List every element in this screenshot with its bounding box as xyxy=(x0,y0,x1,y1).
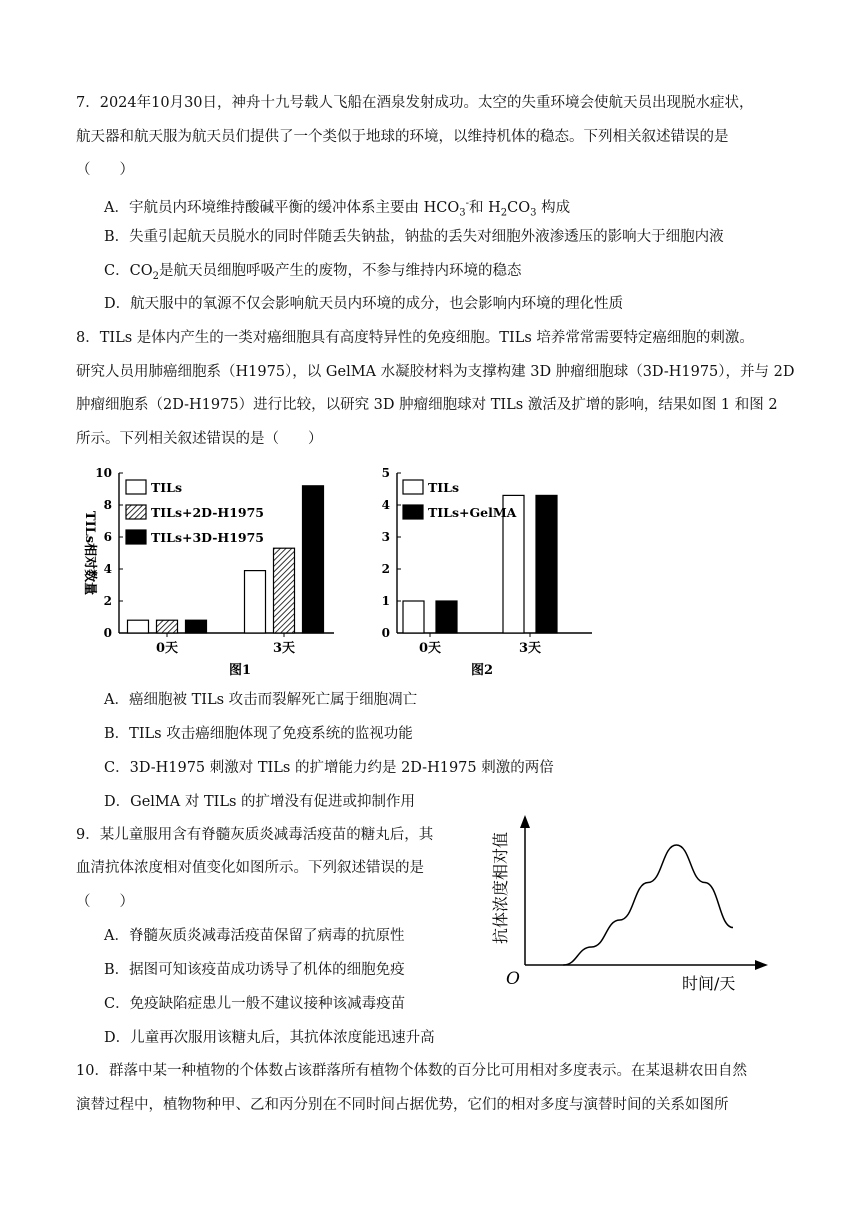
q9-option-a: A．脊髓灰质炎减毒活疫苗保留了病毒的抗原性 xyxy=(104,928,405,944)
y-tick-label: 1 xyxy=(381,594,390,608)
bar xyxy=(303,486,324,633)
y-axis-label: TILs相对数量 xyxy=(82,510,97,596)
bar xyxy=(245,571,266,633)
antibody-curve-chart xyxy=(490,810,780,995)
q7-option-a: A．宇航员内环境维持酸碱平衡的缓冲体系主要由 $HCO_3^-$和 $H_2CO_3$ 构成 xyxy=(104,198,571,219)
q7-paren: （ ） xyxy=(76,162,134,178)
q7-option-c: C．$CO_2$是航天员细胞呼吸产生的废物，不参与维持内环境的稳态 xyxy=(104,263,522,282)
y-tick-label: 8 xyxy=(103,498,112,512)
q10-stem-line2: 演替过程中，植物物种甲、乙和丙分别在不同时间占据优势，它们的相对多度与演替时间的关系如图所 xyxy=(76,1097,729,1113)
x-tick-label: 3天 xyxy=(272,641,296,656)
origin-label: O xyxy=(506,969,520,989)
q8-stem-line1: 8．TILs 是体内产生的一类对癌细胞具有高度特异性的免疫细胞。TILs 培养常常需要特定癌细胞的刺激。 xyxy=(76,330,754,346)
q9-option-b: B．据图可知该疫苗成功诱导了机体的细胞免疫 xyxy=(104,962,405,978)
q9-stem-line2: 血清抗体浓度相对值变化如图所示。下列叙述错误的是 xyxy=(76,860,424,876)
x-axis-arrow xyxy=(755,960,768,970)
q7-option-d: D．航天服中的氧源不仅会影响航天员内环境的成分，也会影响内环境的理化性质 xyxy=(104,296,624,312)
q8-option-c: C．3D-H1975 刺激对 TILs 的扩增能力约是 2D-H1975 刺激的两倍 xyxy=(104,760,554,776)
q9-option-d: D．儿童再次服用该糖丸后，其抗体浓度能迅速升高 xyxy=(104,1030,435,1046)
q8-option-d: D．GelMA 对 TILs 的扩增没有促进或抑制作用 xyxy=(104,794,416,810)
q7-stem-line1: 7．2024年10月30日，神舟十九号载人飞船在酒泉发射成功。太空的失重环境会使航天员出现脱水症状， xyxy=(76,95,754,111)
q8-option-b: B．TILs 攻击癌细胞体现了免疫系统的监视功能 xyxy=(104,726,413,742)
legend-swatch xyxy=(126,480,146,494)
y-tick-label: 2 xyxy=(381,562,390,576)
figure-2-bar-chart xyxy=(362,462,602,680)
q9-paren: （ ） xyxy=(76,894,134,910)
legend-swatch xyxy=(126,505,146,519)
y-tick-label: 4 xyxy=(381,498,390,512)
bar xyxy=(186,620,207,633)
legend-label: TILs xyxy=(151,480,182,495)
y-tick-label: 2 xyxy=(103,594,112,608)
q8-option-a: A．癌细胞被 TILs 攻击而裂解死亡属于细胞凋亡 xyxy=(104,692,418,708)
x-axis-label: 时间/天 xyxy=(682,974,736,993)
x-tick-label: 0天 xyxy=(418,641,442,656)
y-tick-label: 5 xyxy=(381,466,390,480)
q9-stem-line1: 9．某儿童服用含有脊髓灰质炎减毒活疫苗的糖丸后，其 xyxy=(76,827,434,843)
y-axis-arrow xyxy=(520,815,530,828)
legend-swatch xyxy=(126,530,146,544)
y-tick-label: 4 xyxy=(103,562,112,576)
legend-label: TILs+2D-H1975 xyxy=(151,505,265,520)
y-tick-label: 0 xyxy=(381,626,390,640)
legend-label: TILs+3D-H1975 xyxy=(151,530,265,545)
figure-1-bar-chart xyxy=(72,462,362,680)
q8-stem-line3: 肿瘤细胞系（2D-H1975）进行比较，以研究 3D 肿瘤细胞球对 TILs 激活及扩增的影响，结果如图 1 和图 2 xyxy=(76,397,778,413)
q8-stem-line4: 所示。下列相关叙述错误的是（ ） xyxy=(76,431,323,447)
y-tick-label: 3 xyxy=(381,530,390,544)
legend-label: TILs+GelMA xyxy=(428,505,517,520)
figure-title: 图1 xyxy=(228,663,252,678)
q9-option-c: C．免疫缺陷症患儿一般不建议接种该减毒疫苗 xyxy=(104,996,406,1012)
legend-swatch xyxy=(403,480,423,494)
bar xyxy=(403,601,424,633)
antibody-curve xyxy=(563,845,733,965)
y-tick-label: 6 xyxy=(103,530,112,544)
y-tick-label: 10 xyxy=(95,466,112,480)
q7-stem-line2: 航天器和航天服为航天员们提供了一个类似于地球的环境，以维持机体的稳态。下列相关叙述错误的是 xyxy=(76,129,729,145)
x-tick-label: 3天 xyxy=(518,641,542,656)
figure-title: 图2 xyxy=(470,663,494,678)
x-tick-label: 0天 xyxy=(155,641,179,656)
q10-stem-line1: 10．群落中某一种植物的个体数占该群落所有植物个体数的百分比可用相对多度表示。在某退耕农田自然 xyxy=(76,1063,747,1079)
legend-swatch xyxy=(403,505,423,519)
y-tick-label: 0 xyxy=(103,626,112,640)
q8-stem-line2: 研究人员用肺癌细胞系（H1975），以 GelMA 水凝胶材料为支撑构建 3D 肿瘤细胞球（3D-H1975），并与 2D xyxy=(76,364,795,380)
bar xyxy=(536,495,557,633)
bar xyxy=(128,620,149,633)
legend-label: TILs xyxy=(428,480,459,495)
bar xyxy=(436,601,457,633)
bar xyxy=(157,620,178,633)
y-axis-label: 抗体浓度相对值 xyxy=(491,831,510,945)
bar xyxy=(274,548,295,633)
q7-option-b: B．失重引起航天员脱水的同时伴随丢失钠盐，钠盐的丢失对细胞外液渗透压的影响大于细胞内液 xyxy=(104,229,724,245)
